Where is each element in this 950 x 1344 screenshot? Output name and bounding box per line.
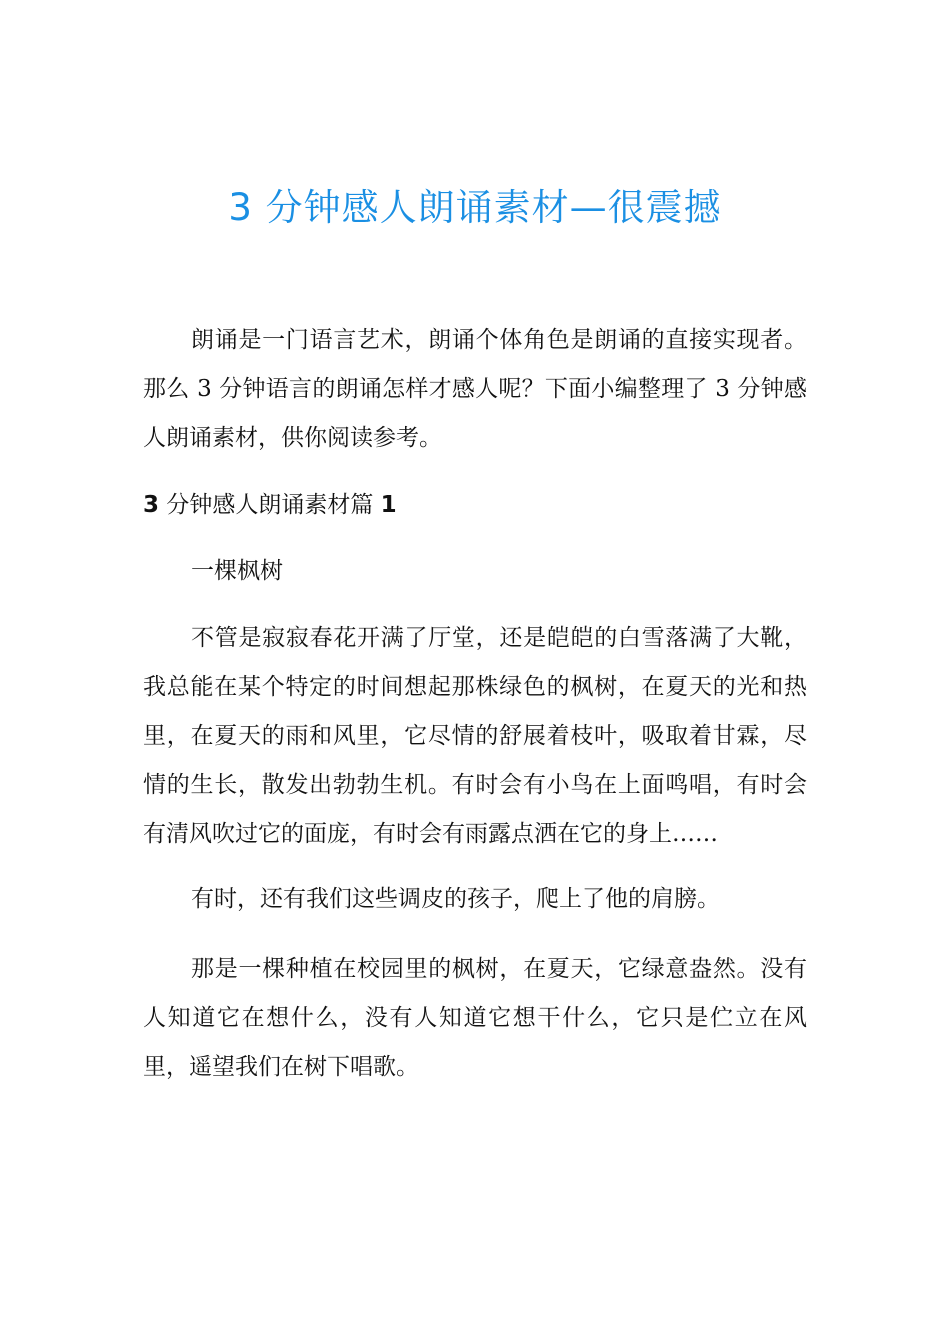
section-heading-text: 分钟感人朗诵素材篇 [166,492,374,518]
paragraph-block-2 [143,875,807,924]
body-paragraph: 那是一棵种植在校园里的枫树，在夏天，它绿意盎然。没有人知道它在想什么，没有人知道它想干什么，它只是伫立在风里，遥望我们在树下唱歌。 [143,956,807,1080]
section-heading [143,481,807,530]
section-heading-prefix: 3 [143,492,160,518]
paragraph-block-3 [143,945,807,1092]
document-title: 3 分钟感人朗诵素材—很震撼 [228,186,722,229]
section-heading-suffix: 1 [380,492,397,518]
section-heading-block [143,481,807,530]
poem-title-block [143,547,807,596]
poem-title: 一棵枫树 [191,558,283,584]
paragraph-block-1 [143,614,807,859]
intro-paragraph: 朗诵是一门语言艺术，朗诵个体角色是朗诵的直接实现者。那么 3 分钟语言的朗诵怎样才感人呢？下面小编整理了 3 分钟感人朗诵素材，供你阅读参考。 [143,327,807,451]
body-paragraph: 不管是寂寂春花开满了厅堂，还是皑皑的白雪落满了大靴，我总能在某个特定的时间想起那株绿色的枫树，在夏天的光和热里，在夏天的雨和风里，它尽情的舒展着枝叶，吸取着甘霖，尽情的生长，散发出勃勃生机。有时会有小鸟在上面鸣唱，有时会有清风吹过它的面庞，有时会有雨露点洒在它的身上…… [143,625,807,847]
body-paragraph: 有时，还有我们这些调皮的孩子，爬上了他的肩膀。 [191,886,720,912]
intro-paragraph-block [143,316,807,463]
